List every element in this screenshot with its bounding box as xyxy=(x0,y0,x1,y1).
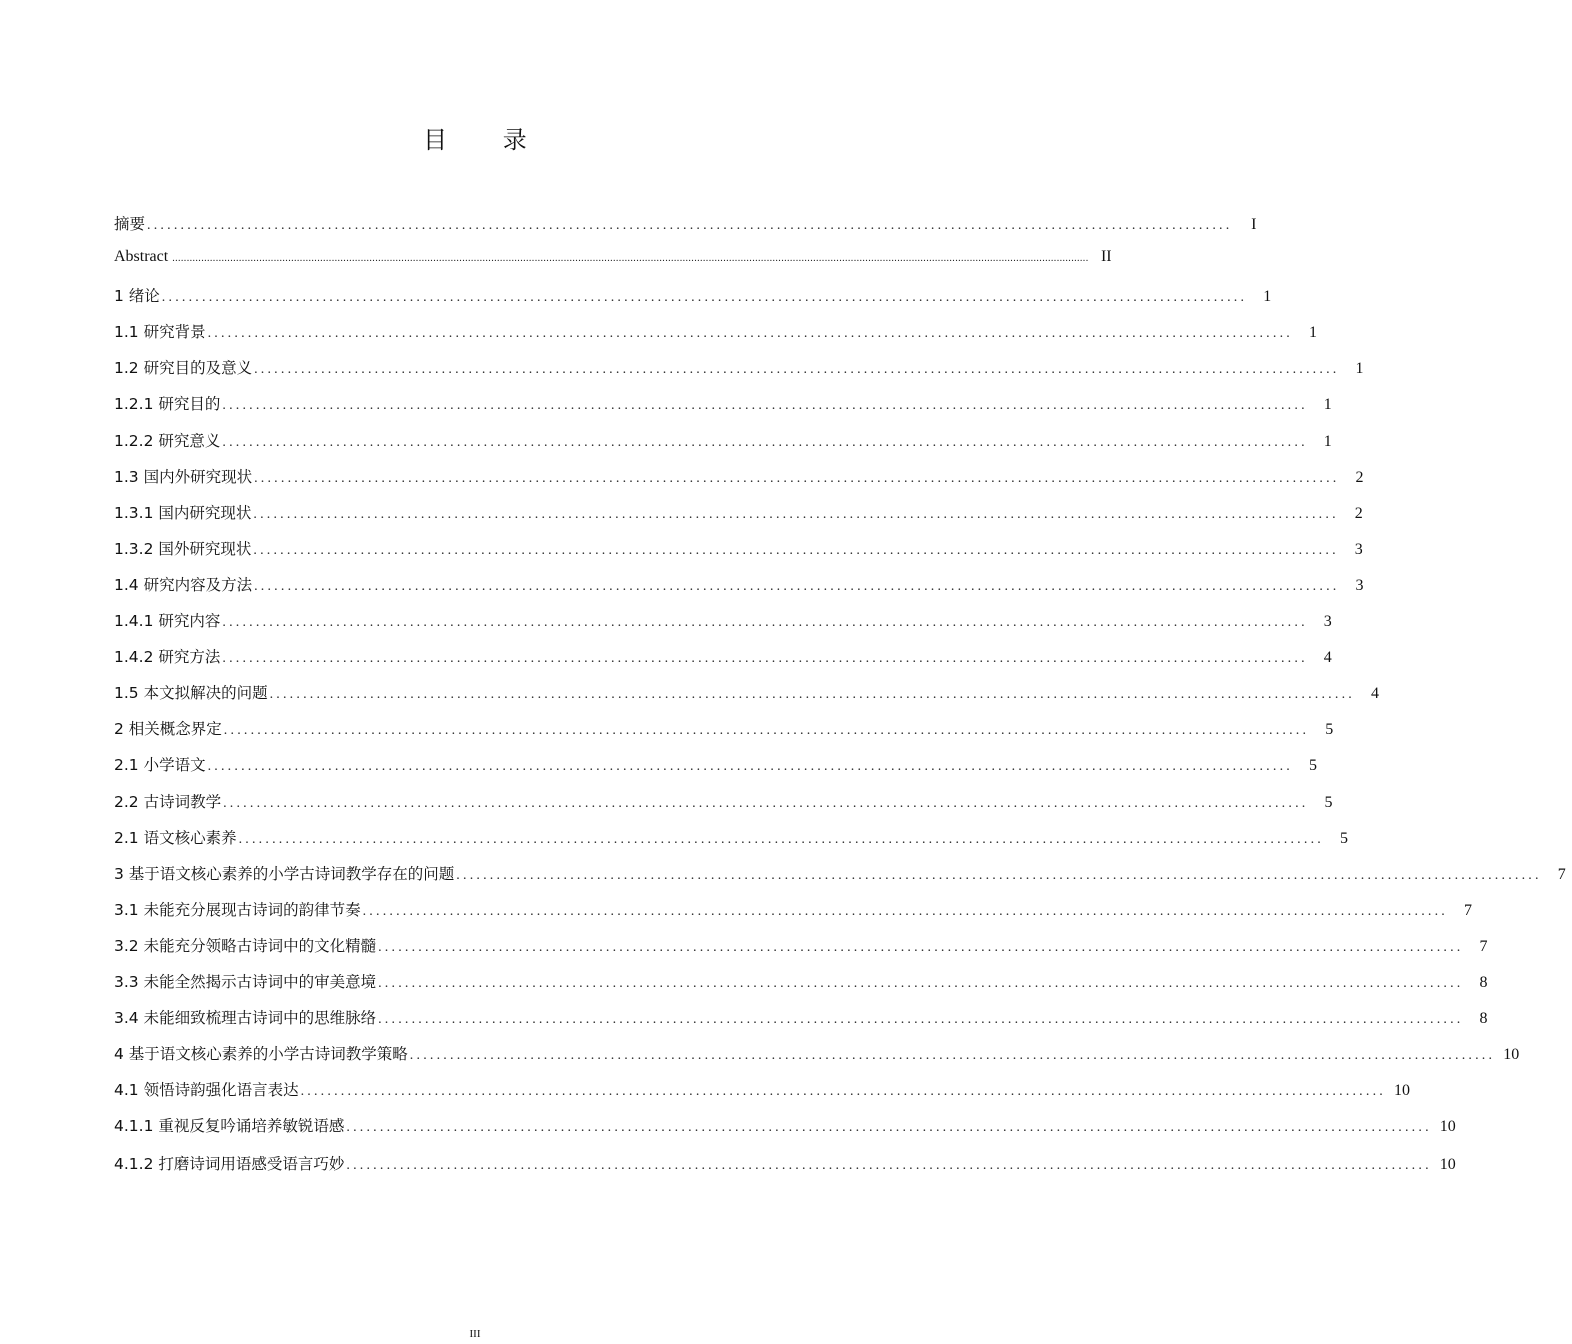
toc-entry[interactable] xyxy=(114,862,1566,898)
toc-leader-dots: .................................................................................................................................................................. xyxy=(362,903,1448,919)
toc-entry-label: 1.2.2 研究意义 xyxy=(114,431,221,450)
toc-leader-dots: .................................................................................................................................................................. xyxy=(300,1084,1386,1100)
toc-entry-page: 2 xyxy=(1355,468,1364,486)
toc-leader-dots: .................................................................................................................................................................. xyxy=(346,1158,1432,1174)
toc-leader-dots: .................................................................................................................................................................. xyxy=(254,470,1340,486)
toc-leader-dots: .................................................................................................................................................................. xyxy=(207,326,1293,342)
toc-entry[interactable] xyxy=(114,717,1334,753)
toc-entry-label: 1.4.2 研究方法 xyxy=(114,648,221,667)
toc-entry[interactable] xyxy=(114,537,1363,573)
toc-leader-dots: ............................................................................................................................................................................................................................................................................................................................ xyxy=(172,253,1089,265)
toc-entry-page: 1 xyxy=(1263,288,1272,306)
toc-entry-label: 4.1.2 打磨诗词用语感受语言巧妙 xyxy=(114,1155,345,1174)
toc-entry[interactable] xyxy=(114,356,1364,392)
toc-entry-page: 5 xyxy=(1339,829,1348,847)
toc-entry-page: II xyxy=(1100,248,1112,266)
toc-leader-dots: .................................................................................................................................................................. xyxy=(456,867,1542,883)
toc-entry-page: 7 xyxy=(1479,937,1488,955)
toc-entry-label: 1.2 研究目的及意义 xyxy=(114,359,253,378)
toc-entry-label: 1.2.1 研究目的 xyxy=(114,395,221,414)
toc-entry[interactable] xyxy=(114,826,1348,862)
toc-entry-label: 1.1 研究背景 xyxy=(114,323,206,342)
table-of-contents xyxy=(114,212,1566,1189)
toc-entry-label: 2.1 语文核心素养 xyxy=(114,828,237,847)
toc-entry[interactable] xyxy=(114,934,1488,970)
toc-entry-page: 5 xyxy=(1308,757,1317,775)
toc-entry[interactable] xyxy=(114,501,1363,537)
toc-leader-dots: .................................................................................................................................................................. xyxy=(161,290,1248,306)
toc-entry-page: I xyxy=(1251,216,1257,233)
toc-leader-dots: .................................................................................................................................................................. xyxy=(378,975,1464,991)
toc-entry-label: 3 基于语文核心素养的小学古诗词教学存在的问题 xyxy=(114,864,455,883)
toc-entry-label: 1.3.2 国外研究现状 xyxy=(114,539,252,558)
toc-entry-label: 1.4 研究内容及方法 xyxy=(114,575,253,594)
toc-entry[interactable] xyxy=(114,212,1257,248)
toc-entry[interactable] xyxy=(114,1152,1456,1188)
toc-leader-dots: .................................................................................................................................................................. xyxy=(254,578,1340,594)
toc-entry-label: 3.2 未能充分领略古诗词中的文化精髓 xyxy=(114,936,377,955)
toc-entry-label: 1.4.1 研究内容 xyxy=(114,612,221,631)
toc-entry-page: 5 xyxy=(1325,721,1334,739)
toc-leader-dots: .................................................................................................................................................................. xyxy=(253,542,1339,558)
toc-leader-dots: .................................................................................................................................................................. xyxy=(346,1120,1432,1136)
toc-entry[interactable] xyxy=(114,320,1317,356)
toc-entry[interactable] xyxy=(114,573,1364,609)
toc-leader-dots: .................................................................................................................................................................. xyxy=(254,362,1340,378)
toc-entry-label: 3.4 未能细致梳理古诗词中的思维脉络 xyxy=(114,1009,377,1028)
toc-entry-page: 10 xyxy=(1393,1082,1410,1100)
toc-leader-dots: .................................................................................................................................................................. xyxy=(238,831,1324,847)
toc-leader-dots: .................................................................................................................................................................. xyxy=(378,939,1464,955)
toc-entry[interactable] xyxy=(114,970,1488,1006)
toc-entry-label: 3.1 未能充分展现古诗词的韵律节奏 xyxy=(114,900,361,919)
toc-leader-dots: .................................................................................................................................................................. xyxy=(223,795,1309,811)
toc-entry-page: 7 xyxy=(1557,865,1566,883)
toc-entry-page: 7 xyxy=(1464,901,1472,919)
toc-entry-page: 1 xyxy=(1323,396,1332,414)
toc-entry-label: 摘要 xyxy=(114,215,146,233)
toc-leader-dots: .................................................................................................................................................................. xyxy=(269,687,1355,703)
toc-entry[interactable] xyxy=(114,392,1332,428)
toc-entry-label: 4.1 领悟诗韵强化语言表达 xyxy=(114,1081,299,1100)
toc-entry-label: 1.3 国内外研究现状 xyxy=(114,467,253,486)
toc-entry[interactable] xyxy=(114,1006,1488,1042)
toc-entry[interactable] xyxy=(114,465,1364,501)
toc-entry-page: 2 xyxy=(1354,504,1363,522)
toc-entry[interactable] xyxy=(114,790,1333,826)
toc-leader-dots: .................................................................................................................................................................. xyxy=(147,218,1233,233)
page-number: III xyxy=(469,1328,481,1340)
toc-leader-dots: .................................................................................................................................................................. xyxy=(222,651,1308,667)
toc-entry-page: 1 xyxy=(1355,360,1364,378)
toc-entry[interactable] xyxy=(114,645,1332,681)
toc-entry-page: 3 xyxy=(1354,540,1363,558)
toc-entry-page: 1 xyxy=(1308,324,1317,342)
toc-entry[interactable] xyxy=(114,753,1317,789)
toc-entry-label: Abstract xyxy=(114,248,169,266)
toc-entry[interactable] xyxy=(114,681,1379,717)
toc-entry[interactable] xyxy=(114,284,1272,320)
toc-entry[interactable] xyxy=(114,898,1472,934)
toc-entry[interactable] xyxy=(114,248,1112,284)
toc-entry-label: 1 绪论 xyxy=(114,287,160,306)
toc-entry[interactable] xyxy=(114,429,1332,465)
toc-entry-page: 8 xyxy=(1479,1010,1488,1028)
toc-entry-page: 4 xyxy=(1323,649,1332,667)
toc-entry-page: 1 xyxy=(1323,432,1332,450)
toc-entry-label: 1.3.1 国内研究现状 xyxy=(114,503,252,522)
toc-entry-page: 10 xyxy=(1439,1118,1456,1136)
toc-entry-page: 10 xyxy=(1503,1046,1520,1064)
toc-entry-page: 5 xyxy=(1324,793,1333,811)
toc-entry[interactable] xyxy=(114,1114,1456,1150)
toc-leader-dots: .................................................................................................................................................................. xyxy=(223,723,1310,739)
toc-leader-dots: .................................................................................................................................................................. xyxy=(222,398,1308,414)
toc-entry-label: 2.1 小学语文 xyxy=(114,756,206,775)
toc-entry[interactable] xyxy=(114,1042,1520,1078)
toc-entry[interactable] xyxy=(114,609,1332,645)
toc-leader-dots: .................................................................................................................................................................. xyxy=(378,1012,1464,1028)
toc-entry-label: 3.3 未能全然揭示古诗词中的审美意境 xyxy=(114,972,377,991)
toc-entry-page: 3 xyxy=(1355,576,1364,594)
toc-entry-page: 3 xyxy=(1323,613,1332,631)
toc-entry-label: 4 基于语文核心素养的小学古诗词教学策略 xyxy=(114,1045,408,1064)
toc-entry-label: 1.5 本文拟解决的问题 xyxy=(114,684,268,703)
toc-entry-label: 2.2 古诗词教学 xyxy=(114,792,222,811)
toc-leader-dots: .................................................................................................................................................................. xyxy=(253,506,1339,522)
toc-entry-page: 10 xyxy=(1439,1156,1456,1174)
toc-entry[interactable] xyxy=(114,1078,1410,1114)
toc-leader-dots: .................................................................................................................................................................. xyxy=(207,759,1293,775)
toc-entry-page: 8 xyxy=(1479,973,1488,991)
toc-entry-page: 4 xyxy=(1370,685,1379,703)
page-title: 目 录 xyxy=(423,126,551,154)
toc-entry-label: 2 相关概念界定 xyxy=(114,720,222,739)
toc-leader-dots: .................................................................................................................................................................. xyxy=(409,1048,1496,1064)
toc-leader-dots: .................................................................................................................................................................. xyxy=(222,434,1308,450)
toc-entry-label: 4.1.1 重视反复吟诵培养敏锐语感 xyxy=(114,1117,345,1136)
toc-leader-dots: .................................................................................................................................................................. xyxy=(222,615,1308,631)
